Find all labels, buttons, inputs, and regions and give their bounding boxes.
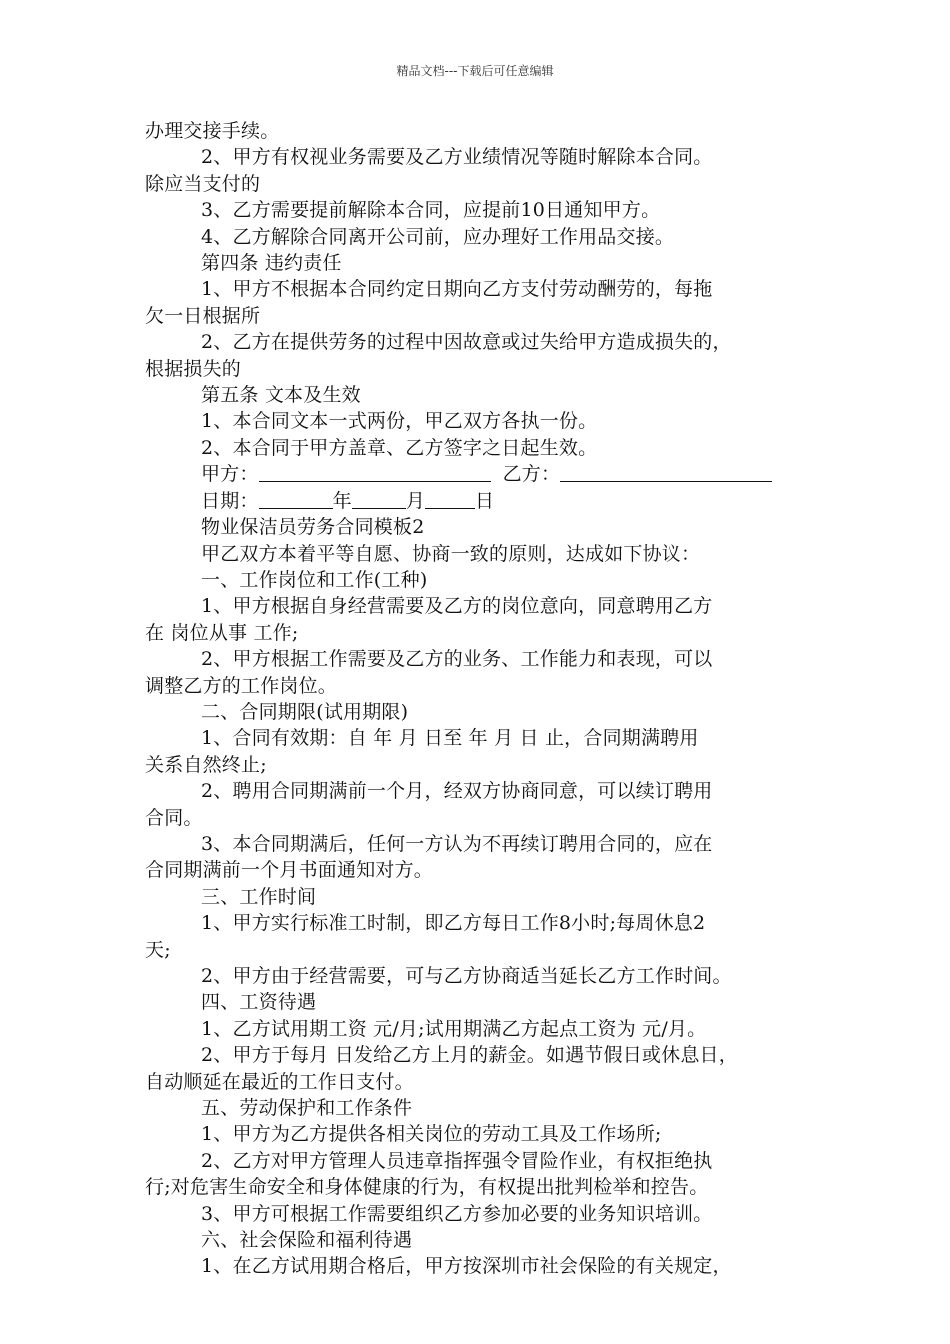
day-blank <box>425 490 475 509</box>
paragraph: 调整乙方的工作岗位。 <box>145 674 338 697</box>
paragraph: 1、甲方实行标准工时制，即乙方每日工作8小时;每周休息2 <box>201 912 706 935</box>
paragraph: 甲乙双方本着平等自愿、协商一致的原则，达成如下协议： <box>201 542 701 565</box>
year-label: 年 <box>332 489 352 512</box>
document-body <box>145 118 817 1280</box>
paragraph: 1、合同有效期：自 年 月 日至 年 月 日 止，合同期满聘用 <box>201 727 699 750</box>
section-heading: 五、劳动保护和工作条件 <box>201 1097 413 1120</box>
paragraph: 2、甲方根据工作需要及乙方的业务、工作能力和表现，可以 <box>201 648 713 671</box>
paragraph: 1、乙方试用期工资 元/月;试用期满乙方起点工资为 元/月。 <box>201 1017 707 1040</box>
party-a-blank <box>259 463 491 482</box>
section-heading: 四、工资待遇 <box>201 991 317 1014</box>
paragraph: 1、甲方为乙方提供各相关岗位的劳动工具及工作场所; <box>201 1123 662 1146</box>
paragraph: 欠一日根据所 <box>145 304 261 327</box>
paragraph: 3、乙方需要提前解除本合同，应提前10日通知甲方。 <box>201 199 661 222</box>
paragraph: 2、本合同于甲方盖章、乙方签字之日起生效。 <box>201 436 598 459</box>
paragraph: 1、甲方不根据本合同约定日期向乙方支付劳动酬劳的，每拖 <box>201 278 713 301</box>
paragraph: 2、乙方在提供劳务的过程中因故意或过失给甲方造成损失的， <box>201 331 732 354</box>
section-title: 物业保洁员劳务合同模板2 <box>201 516 425 539</box>
paragraph: 1、甲方根据自身经营需要及乙方的岗位意向，同意聘用乙方 <box>201 595 713 618</box>
section-heading: 二、合同期限(试用期限) <box>201 700 409 723</box>
paragraph: 行;对危害生命安全和身体健康的行为，有权提出批判检举和控告。 <box>145 1176 709 1199</box>
paragraph: 办理交接手续。 <box>145 120 280 142</box>
paragraph: 合同期满前一个月书面通知对方。 <box>145 859 434 882</box>
paragraph: 1、在乙方试用期合格后，甲方按深圳市社会保险的有关规定， <box>201 1255 732 1278</box>
paragraph: 3、本合同期满后，任何一方认为不再续订聘用合同的，应在 <box>201 832 713 855</box>
paragraph: 关系自然终止; <box>145 753 267 776</box>
year-blank <box>259 490 333 509</box>
paragraph: 合同。 <box>145 806 203 829</box>
date-line <box>145 488 817 514</box>
paragraph: 1、本合同文本一式两份，甲乙双方各执一份。 <box>201 410 598 433</box>
signature-line <box>145 461 817 487</box>
paragraph: 根据损失的 <box>145 357 242 380</box>
paragraph: 3、甲方可根据工作需要组织乙方参加必要的业务知识培训。 <box>201 1202 713 1225</box>
party-b-blank <box>560 463 772 482</box>
day-label: 日 <box>475 489 495 512</box>
paragraph: 自动顺延在最近的工作日支付。 <box>145 1070 414 1093</box>
month-label: 月 <box>405 489 426 512</box>
section-heading: 第四条 违约责任 <box>201 252 342 275</box>
section-heading: 第五条 文本及生效 <box>201 384 361 407</box>
paragraph: 2、甲方于每月 日发给乙方上月的薪金。如遇节假日或休息日， <box>201 1044 738 1067</box>
paragraph: 在 岗位从事 工作; <box>145 621 299 644</box>
date-label: 日期： <box>201 489 259 512</box>
paragraph: 2、甲方有权视业务需要及乙方业绩情况等随时解除本合同。 <box>201 146 713 169</box>
paragraph: 4、乙方解除合同离开公司前，应办理好工作用品交接。 <box>201 225 675 248</box>
party-b-label: 乙方： <box>502 463 561 486</box>
paragraph: 除应当支付的 <box>145 172 261 195</box>
section-heading: 三、工作时间 <box>201 885 317 908</box>
page-header: 精品文档---下载后可任意编辑 <box>396 64 554 78</box>
paragraph: 2、聘用合同期满前一个月，经双方协商同意，可以续订聘用 <box>201 780 713 803</box>
paragraph: 2、乙方对甲方管理人员违章指挥强令冒险作业，有权拒绝执 <box>201 1149 713 1172</box>
section-heading: 一、工作岗位和工作(工种) <box>201 568 428 591</box>
month-blank <box>352 490 406 509</box>
section-heading: 六、社会保险和福利待遇 <box>201 1229 413 1252</box>
paragraph: 天; <box>145 938 171 961</box>
party-a-label: 甲方： <box>201 463 259 486</box>
paragraph: 2、甲方由于经营需要，可与乙方协商适当延长乙方工作时间。 <box>201 965 732 987</box>
